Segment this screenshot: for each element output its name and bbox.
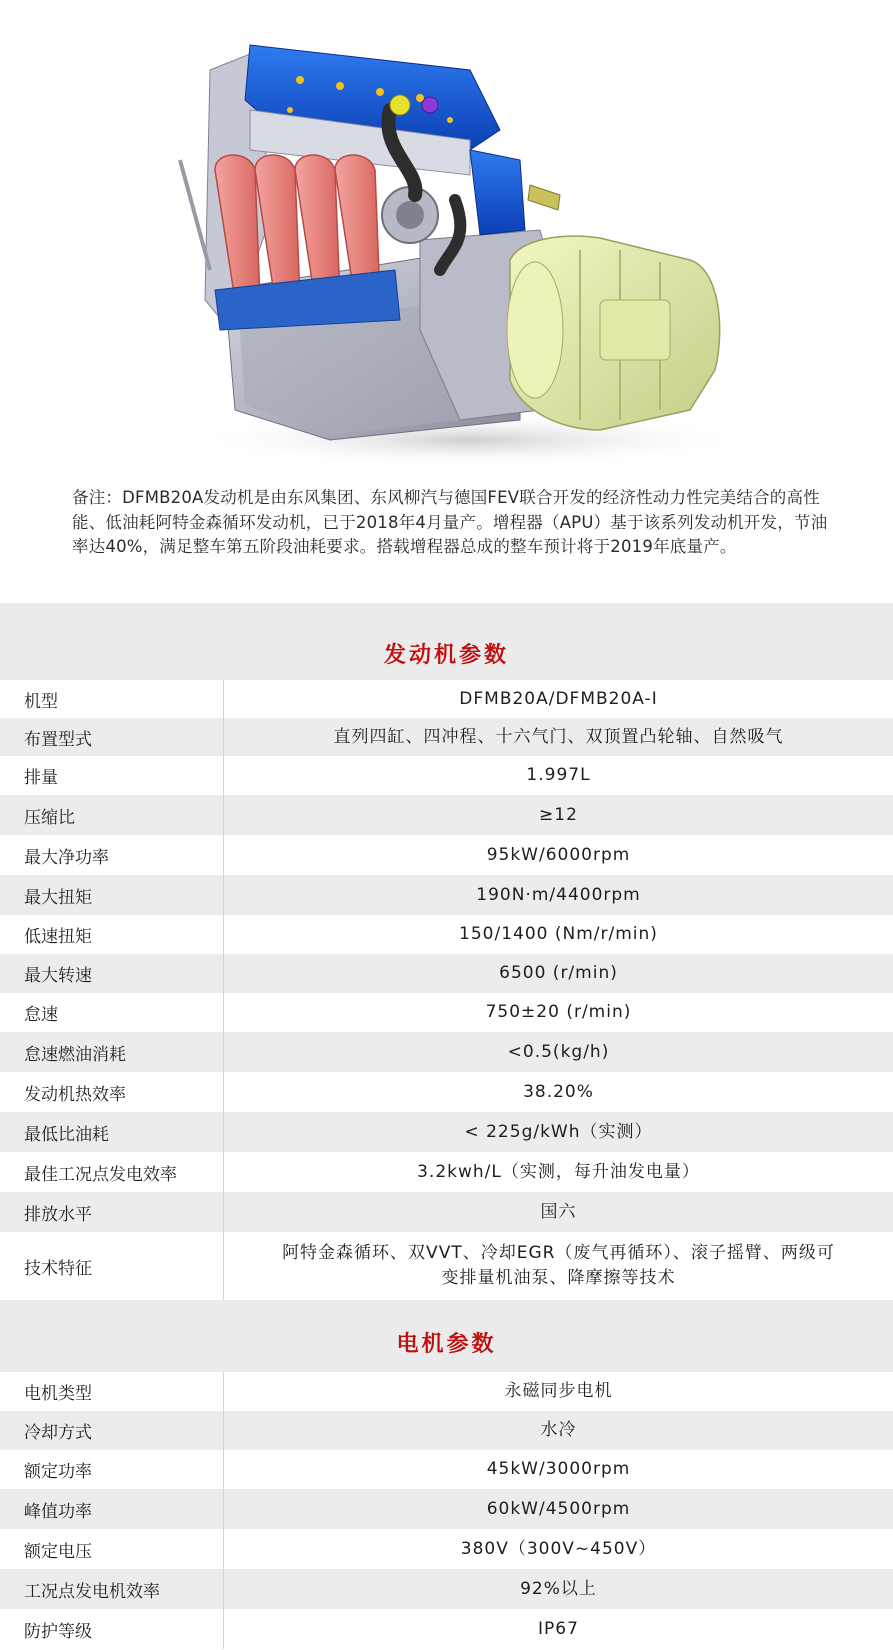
param-value: 150/1400 (Nm/r/min): [459, 924, 658, 944]
param-label: 最佳工况点发电效率: [0, 1152, 224, 1192]
table-row: [0, 1152, 893, 1192]
param-label: 防护等级: [0, 1609, 224, 1649]
table-row: [0, 1569, 893, 1609]
param-label: 技术特征: [0, 1232, 224, 1300]
param-label: 电机类型: [0, 1372, 224, 1411]
motor-params-table: [0, 1372, 893, 1649]
table-row: [0, 993, 893, 1032]
table-row: [0, 1192, 893, 1232]
param-label: 怠速: [0, 993, 224, 1032]
param-label: 排放水平: [0, 1192, 224, 1232]
param-value: 1.997L: [526, 765, 591, 785]
param-label: 发动机热效率: [0, 1072, 224, 1112]
param-label: 最大扭矩: [0, 875, 224, 915]
param-value: 3.2kwh/L（实测，每升油发电量）: [417, 1161, 700, 1182]
table-row: [0, 835, 893, 875]
table-row: [0, 954, 893, 993]
param-label: 最低比油耗: [0, 1112, 224, 1152]
param-label: 机型: [0, 680, 224, 718]
table-row: [0, 795, 893, 835]
table-row: [0, 1529, 893, 1569]
param-label: 怠速燃油消耗: [0, 1032, 224, 1072]
param-value: 国六: [540, 1201, 577, 1222]
engine-params-title: 发动机参数: [383, 643, 509, 668]
motor-params-header: [0, 1300, 893, 1372]
param-value: 380V（300V~450V）: [460, 1538, 657, 1559]
param-value: ≥12: [539, 804, 578, 825]
param-label: 冷却方式: [0, 1411, 224, 1450]
param-label: 最大净功率: [0, 835, 224, 875]
param-value: 92%以上: [520, 1578, 597, 1599]
param-label: 低速扭矩: [0, 915, 224, 954]
param-value: < 225g/kWh（实测）: [464, 1121, 653, 1142]
table-row: [0, 756, 893, 795]
motor-params-title: 电机参数: [396, 1331, 497, 1357]
param-value: <0.5(kg/h): [507, 1041, 610, 1062]
param-value: 永磁同步电机: [504, 1381, 613, 1401]
table-row: [0, 1072, 893, 1112]
engine-note: 备注：DFMB20A发动机是由东风集团、东风柳汽与德国FEV联合开发的经济性动力性完美结合的高性能、低油耗阿特金森循环发动机，已于2018年4月量产。增程器（APU）基于该系列发动机开发，节油率达40%，满足整车第五阶段油耗要求。搭载增程器总成的整车预计将于2019年底量产。: [72, 488, 828, 556]
engine-params-table: [0, 680, 893, 1300]
table-row: [0, 718, 893, 756]
param-label: 最大转速: [0, 954, 224, 993]
table-row: [0, 1032, 893, 1072]
table-row: [0, 680, 893, 718]
param-value: 750±20 (r/min): [485, 1002, 632, 1022]
table-row: [0, 1450, 893, 1489]
table-row: [0, 1112, 893, 1152]
engine-params-header: [0, 603, 893, 680]
param-value: 45kW/3000rpm: [486, 1459, 631, 1479]
param-value: 6500 (r/min): [499, 963, 618, 983]
param-value: 190N·m/4400rpm: [476, 884, 641, 905]
param-value: 95kW/6000rpm: [486, 844, 631, 865]
param-value: 38.20%: [523, 1081, 594, 1102]
param-label: 布置型式: [0, 718, 224, 756]
table-row: [0, 1489, 893, 1529]
param-value: 阿特金森循环、双VVT、冷却EGR（废气再循环）、滚子摇臂、两级可变排量机油泵、降摩擦等技术: [282, 1243, 835, 1288]
param-label: 压缩比: [0, 795, 224, 835]
param-label: 排量: [0, 756, 224, 795]
param-value: IP67: [538, 1618, 579, 1639]
table-row: [0, 1411, 893, 1450]
table-row: [0, 1372, 893, 1411]
param-label: 额定功率: [0, 1450, 224, 1489]
engine-illustration: [0, 0, 893, 470]
param-value: 直列四缸、四冲程、十六气门、双顶置凸轮轴、自然吸气: [333, 726, 784, 747]
param-value: DFMB20A/DFMB20A-I: [459, 688, 658, 709]
param-value: 60kW/4500rpm: [486, 1498, 631, 1519]
param-label: 峰值功率: [0, 1489, 224, 1529]
param-label: 额定电压: [0, 1529, 224, 1569]
table-row: [0, 875, 893, 915]
table-row: [0, 915, 893, 954]
table-row: [0, 1232, 893, 1300]
engine-image: [0, 0, 893, 470]
param-label: 工况点发电机效率: [0, 1569, 224, 1609]
param-value: 水冷: [540, 1420, 577, 1440]
table-row: [0, 1609, 893, 1649]
